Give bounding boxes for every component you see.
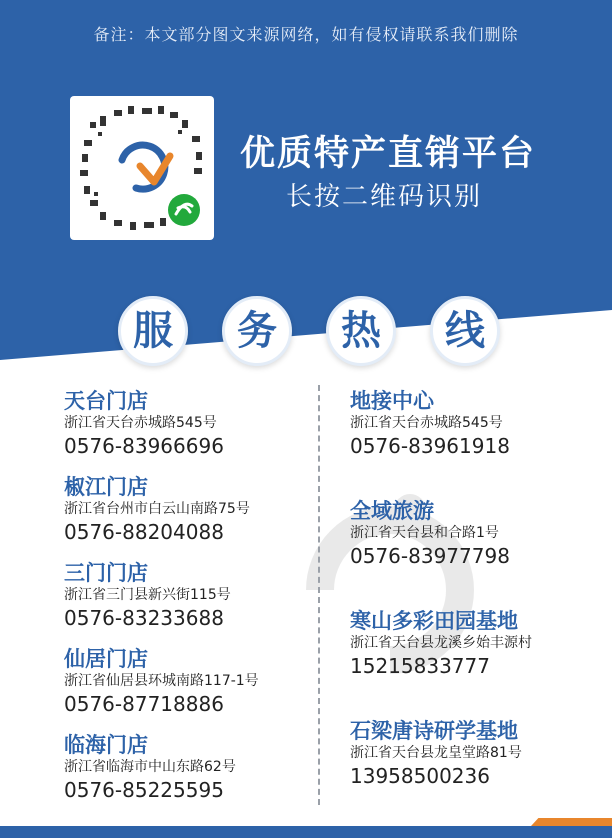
- qr-code-icon: [70, 96, 214, 240]
- store-name: 天台门店: [64, 389, 148, 413]
- store-phone[interactable]: 0576-83233688: [64, 606, 224, 630]
- store-phone[interactable]: 0576-83977798: [350, 544, 510, 568]
- store-card: [350, 388, 600, 460]
- store-address: 浙江省临海市中山东路62号: [64, 759, 236, 775]
- left-store-list: [64, 388, 314, 818]
- store-name: 三门门店: [64, 561, 148, 585]
- store-card: [64, 732, 314, 804]
- store-card: [64, 646, 314, 718]
- store-phone[interactable]: 0576-87718886: [64, 692, 224, 716]
- store-card: [64, 474, 314, 546]
- store-card: [64, 560, 314, 632]
- store-address: 浙江省三门县新兴街115号: [64, 587, 231, 603]
- hotline-char: 务: [222, 296, 292, 366]
- store-phone[interactable]: 0576-85225595: [64, 778, 224, 802]
- store-address: 浙江省天台赤城路545号: [350, 415, 503, 431]
- store-card: [64, 388, 314, 460]
- store-name: 椒江门店: [64, 475, 148, 499]
- mini-program-qr-code[interactable]: [70, 96, 214, 240]
- store-phone[interactable]: 13958500236: [350, 764, 490, 788]
- store-address: 浙江省天台县龙溪乡始丰源村: [350, 635, 532, 651]
- hotline-char: 热: [326, 296, 396, 366]
- store-card: [350, 718, 600, 790]
- store-phone[interactable]: 15215833777: [350, 654, 490, 678]
- store-phone[interactable]: 0576-88204088: [64, 520, 224, 544]
- column-divider: [318, 385, 320, 805]
- hotline-char: 服: [118, 296, 188, 366]
- hotline-char: 线: [430, 296, 500, 366]
- store-card: [350, 498, 600, 570]
- store-name: 临海门店: [64, 733, 148, 757]
- footer-bar: [0, 826, 612, 838]
- store-name: 地接中心: [350, 389, 434, 413]
- store-address: 浙江省天台县和合路1号: [350, 525, 499, 541]
- store-name: 仙居门店: [64, 647, 148, 671]
- store-address: 浙江省天台县龙皇堂路81号: [350, 745, 522, 761]
- store-phone[interactable]: 0576-83966696: [64, 434, 224, 458]
- service-hotline-title: [0, 296, 612, 376]
- store-address: 浙江省台州市白云山南路75号: [64, 501, 250, 517]
- store-card: [350, 608, 600, 680]
- store-phone[interactable]: 0576-83961918: [350, 434, 510, 458]
- store-name: 全域旅游: [350, 499, 434, 523]
- store-name: 石梁唐诗研学基地: [350, 719, 518, 743]
- store-address: 浙江省仙居县环城南路117-1号: [64, 673, 259, 689]
- scan-hint: 长按二维码识别: [286, 182, 483, 212]
- store-address: 浙江省天台赤城路545号: [64, 415, 217, 431]
- headline: 优质特产直销平台: [240, 134, 537, 174]
- store-name: 寒山多彩田园基地: [350, 609, 518, 633]
- disclaimer-note: 备注：本文部分图文来源网络，如有侵权请联系我们删除: [93, 25, 519, 44]
- right-store-list: [350, 388, 600, 804]
